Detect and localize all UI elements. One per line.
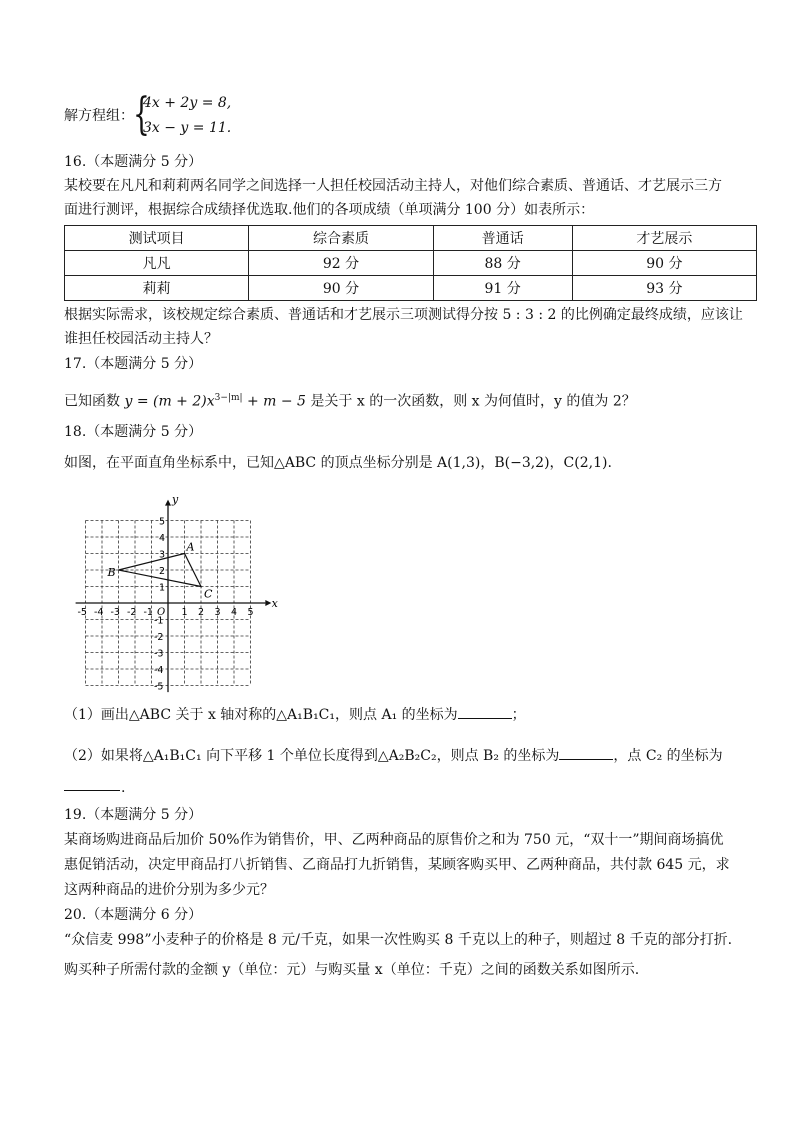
table-cell: 90 分 (249, 276, 433, 301)
table-cell: 91 分 (433, 276, 572, 301)
q17-text (64, 388, 636, 412)
q19-text-line-2: 惠促销活动，决定甲商品打八折销售、乙商品打九折销售，某顾客购买甲、乙两种商品，共付款 645 元，求 (64, 857, 730, 873)
x-tick-label: 2 (198, 607, 205, 618)
q18-sub1-end: ； (511, 707, 526, 723)
q16-text-line-2: 面进行测评，根据综合成绩择优选取.他们的各项成绩（单项满分 100 分）如表所示： (64, 202, 595, 218)
table-header-cell: 普通话 (433, 226, 572, 251)
y-tick-label: -5 (154, 681, 164, 693)
q17-function-tail: + m − 5 (242, 393, 306, 410)
q17-heading: 17.（本题满分 5 分） (64, 356, 203, 372)
y-tick-label: -4 (154, 665, 164, 676)
table-header-cell: 才艺展示 (572, 226, 756, 251)
table-header-cell: 综合素质 (249, 226, 433, 251)
q17-function: y = (m + 2)x (124, 393, 215, 410)
q18-sub2-text: （2）如果将△A₁B₁C₁ 向下平移 1 个单位长度得到△A₂B₂C₂，则点 B₂ 的坐标为 (64, 748, 560, 764)
q16-text-line-1: 某校要在凡凡和莉莉两名同学之间选择一人担任校园活动主持人，对他们综合素质、普通话、才艺展示三方 (64, 178, 722, 194)
y-tick-label: 5 (159, 516, 166, 528)
table-cell: 90 分 (572, 251, 756, 276)
score-table (64, 225, 757, 301)
q16-heading: 16.（本题满分 5 分） (64, 154, 203, 170)
system-brace: { (133, 89, 150, 140)
q15-equation-1: 4x + 2y = 8, (143, 95, 232, 111)
answer-blank-a1[interactable] (458, 704, 512, 719)
table-row (65, 276, 757, 301)
y-tick-label: -3 (154, 648, 164, 660)
x-tick-label: -3 (110, 607, 120, 618)
vertex-label-c: C (204, 587, 213, 601)
q17-exponent: 3−|m| (214, 393, 243, 403)
table-row (65, 251, 757, 276)
answer-blank-b2[interactable] (559, 745, 613, 760)
q20-heading: 20.（本题满分 6 分） (64, 907, 203, 923)
q17-post: 是关于 x 的一次函数，则 x 为何值时，y 的值为 2？ (305, 393, 636, 410)
y-tick-label: -2 (154, 632, 164, 643)
q18-sub1-text: （1）画出△ABC 关于 x 轴对称的△A₁B₁C₁，则点 A₁ 的坐标为 (64, 707, 458, 723)
vertex-label-a: A (186, 540, 195, 554)
table-cell: 莉莉 (65, 276, 249, 301)
x-tick-label: -4 (94, 607, 104, 618)
table-cell: 92 分 (249, 251, 433, 276)
x-tick-label: 4 (231, 607, 238, 618)
q19-text-line-1: 某商场购进商品后加价 50%作为销售价，甲、乙两种商品的原售价之和为 750 元，“双十一”期间商场搞优 (64, 832, 724, 848)
x-tick-label: 1 (181, 607, 188, 618)
x-axis-arrow (265, 600, 271, 606)
q15-equation-2: 3x − y = 11. (143, 120, 232, 136)
y-tick-label: 3 (159, 549, 166, 561)
q18-sub1 (64, 704, 526, 725)
q18-heading: 18.（本题满分 5 分） (64, 424, 203, 440)
vertex-label-b: B (107, 566, 116, 579)
q18-sub2-mid: ，点 C₂ 的坐标为 (613, 748, 723, 764)
table-cell: 93 分 (572, 276, 756, 301)
q19-heading: 19.（本题满分 5 分） (64, 807, 203, 823)
q15-intro: 解方程组： (64, 108, 134, 124)
q18-sub2-end: . (121, 780, 126, 796)
q20-text-line-1: “众信麦 998”小麦种子的价格是 8 元/千克，如果一次性购买 8 千克以上的种子，则超过 8 千克的部分打折. (64, 932, 733, 948)
y-axis-label: y (172, 493, 179, 506)
table-header-cell: 测试项目 (65, 226, 249, 251)
y-axis-arrow (165, 500, 171, 506)
y-tick-label: 4 (159, 533, 166, 544)
q16-text-line-4: 谁担任校园活动主持人？ (64, 331, 218, 347)
q20-text-line-2: 购买种子所需付款的金额 y（单位：元）与购买量 x（单位：千克）之间的函数关系如图所示. (64, 962, 640, 978)
x-axis-label: x (271, 597, 278, 610)
x-tick-label: 5 (247, 607, 254, 618)
table-header-row (65, 226, 757, 251)
table-cell: 88 分 (433, 251, 572, 276)
x-tick-label: -5 (77, 607, 87, 618)
y-tick-label: 2 (159, 566, 166, 577)
q18-sub2 (64, 745, 723, 766)
origin-label: O (157, 607, 166, 618)
q18-text: 如图，在平面直角坐标系中，已知△ABC 的顶点坐标分别是 A(1,3)，B(−3,2)，C(2,1). (64, 455, 612, 471)
x-tick-label: -1 (143, 607, 153, 618)
answer-blank-c2[interactable] (64, 790, 120, 791)
coordinate-grid (64, 484, 278, 693)
q17-pre: 已知函数 (64, 393, 125, 410)
y-tick-label: -1 (154, 615, 164, 627)
x-tick-label: -2 (127, 607, 137, 618)
x-tick-label: 3 (214, 607, 221, 618)
table-cell: 凡凡 (65, 251, 249, 276)
q19-text-line-3: 这两种商品的进价分别为多少元？ (64, 882, 274, 898)
q16-text-line-3: 根据实际需求，该校规定综合素质、普通话和才艺展示三项测试得分按 5 : 3 : 2 的比例确定最终成绩，应该让 (64, 307, 743, 323)
coordinate-grid-figure (64, 484, 278, 693)
y-tick-label: 1 (159, 582, 166, 594)
